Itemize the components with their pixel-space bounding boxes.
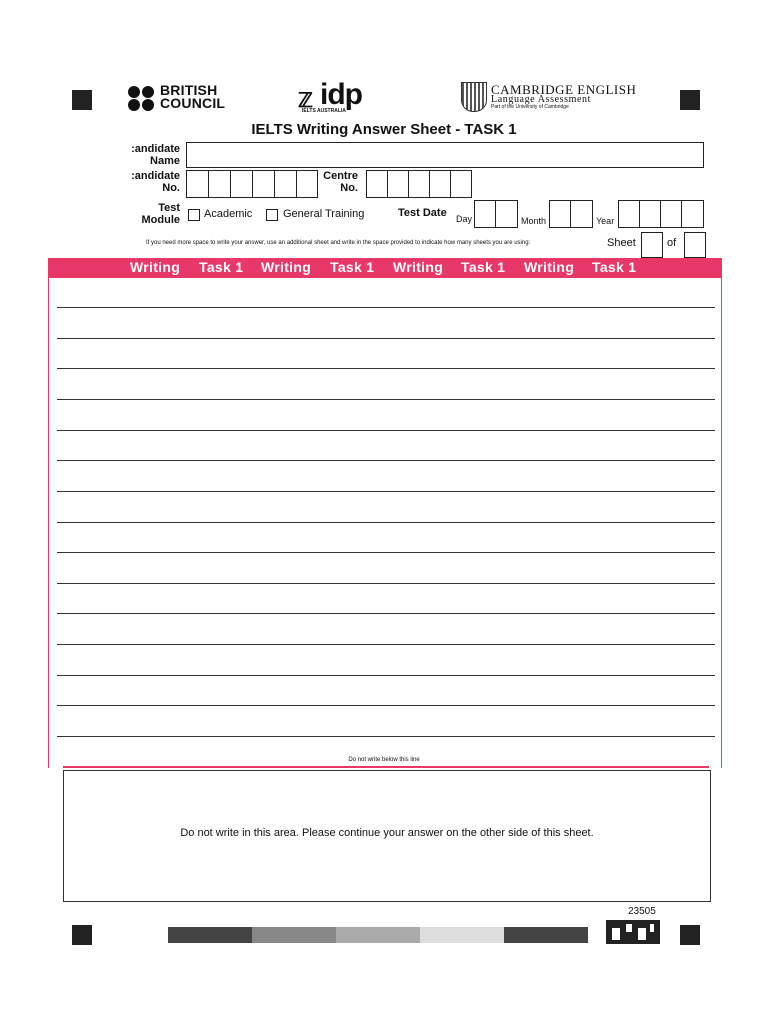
sheet-label: Sheet	[607, 237, 636, 249]
month-field[interactable]	[549, 200, 593, 228]
band-word: Task 1	[199, 259, 244, 275]
page-title: IELTS Writing Answer Sheet - TASK 1	[251, 121, 517, 138]
candidate-no-field[interactable]	[186, 170, 316, 198]
british-council-line1: BRITISH	[160, 82, 218, 98]
idp-figure-icon: ℤ	[298, 90, 313, 112]
sheet-total-field[interactable]	[684, 232, 706, 258]
registration-mark-bottom-left	[72, 925, 92, 945]
band-word: Writing	[130, 259, 181, 275]
centre-no-field[interactable]	[366, 170, 474, 198]
test-date-label: Test Date	[398, 207, 447, 219]
do-not-write-below-label: Do not write below this line	[348, 757, 420, 763]
registration-mark-top-right	[680, 90, 700, 110]
cambridge-logo	[461, 82, 651, 112]
cambridge-title: CAMBRIDGE ENGLISH	[491, 82, 637, 97]
idp-subtitle: IELTS AUSTRALIA	[302, 108, 346, 114]
year-label: Year	[596, 216, 615, 226]
registration-mark-bottom-right	[680, 925, 700, 945]
answer-area-right-border	[721, 278, 722, 768]
test-module-label: Test Module	[141, 202, 180, 226]
answer-writing-area[interactable]	[50, 280, 720, 750]
band-word: Writing	[393, 259, 444, 275]
of-label: of	[667, 237, 677, 249]
band-word: Task 1	[592, 259, 637, 275]
do-not-write-area	[63, 770, 711, 902]
idp-wordmark: idp	[320, 78, 362, 111]
candidate-no-label: :andidate No.	[131, 170, 180, 194]
british-council-line2: COUNCIL	[160, 95, 226, 111]
british-council-dots-icon	[128, 86, 158, 112]
candidate-name-label: :andidate Name	[131, 143, 180, 167]
british-council-logo	[128, 84, 228, 114]
registration-mark-top-left	[72, 90, 92, 110]
month-label: Month	[521, 216, 547, 226]
cambridge-subtitle: Language Assessment	[491, 94, 591, 105]
sheet-serial-number: 23505	[628, 906, 656, 917]
candidate-name-field[interactable]	[186, 142, 704, 168]
day-field[interactable]	[474, 200, 518, 228]
writing-task-band	[48, 258, 722, 278]
barcode-mark-icon	[606, 920, 660, 944]
do-not-write-area-message: Do not write in this area. Please continue your answer on the other side of this sheet.	[180, 827, 594, 839]
year-field[interactable]	[618, 200, 704, 228]
band-word: Writing	[261, 259, 312, 275]
general-training-label: General Training	[283, 208, 365, 220]
general-training-checkbox[interactable]	[266, 209, 278, 221]
cut-line	[63, 766, 709, 768]
idp-logo	[298, 78, 368, 116]
day-label: Day	[456, 214, 473, 224]
centre-no-label: Centre No.	[323, 170, 358, 194]
academic-label: Academic	[204, 208, 253, 220]
band-word: Task 1	[330, 259, 375, 275]
answer-area-left-border	[48, 278, 49, 768]
cambridge-crest-icon	[461, 82, 487, 112]
band-word: Task 1	[461, 259, 506, 275]
cambridge-note: Part of the University of Cambridge	[491, 104, 569, 110]
academic-checkbox[interactable]	[188, 209, 200, 221]
extra-sheets-note: If you need more space to write your answer, use an additional sheet and write in the space provided to indicate how many sheets you are using:	[146, 240, 531, 246]
sheet-number-field[interactable]	[641, 232, 663, 258]
band-word: Writing	[524, 259, 575, 275]
